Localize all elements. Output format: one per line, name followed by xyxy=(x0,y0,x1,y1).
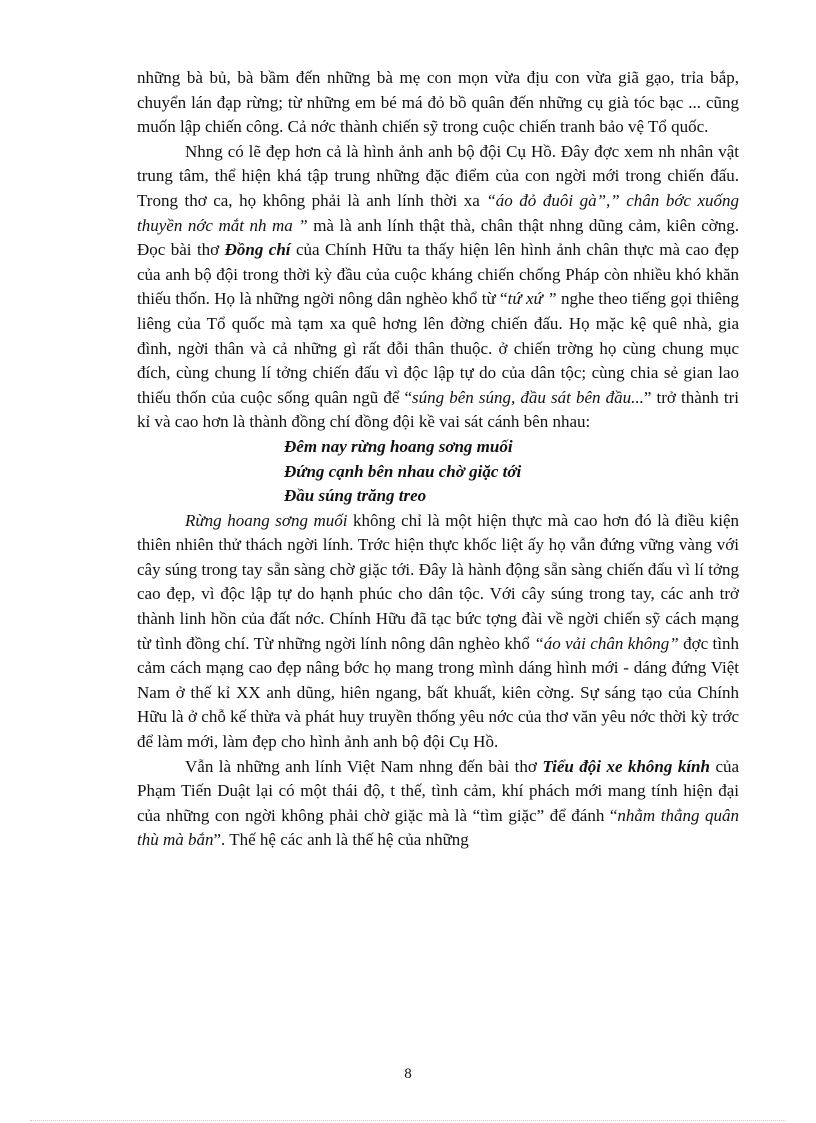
paragraph-1-text: những bà bủ, bà bầm đến những bà mẹ con mọn vừa địu con vừa giã gạo, trỉa bắp, chuyển lán đạp rừng; từ những em bé má đỏ bồ quân đến những cụ già tóc bạc ... cũng muốn lập chiến công. Cả nớc thành chiến sỹ trong cuộc chiến tranh bảo vệ Tổ quốc. xyxy=(137,68,739,137)
poem-title-dong-chi: Đồng chí xyxy=(224,240,291,260)
quote-tu-xu: tứ xứ ” xyxy=(507,289,557,309)
paragraph-2-text-5: ” trở thành tri kỉ và cao hơn là thành đồng chí đồng đội kề vai sát cánh bên nhau: xyxy=(137,387,739,432)
paragraph-2-text-3: của Chính Hữu ta thấy hiện lên hình ảnh chân thực mà cao đẹp của anh bộ đội trong thời kỳ đầu của cuộc kháng chiến chống Pháp còn nhiều khó khăn thiếu thốn. Họ là những ngời nông dân nghèo khổ từ “ xyxy=(137,240,739,309)
paragraph-2 xyxy=(137,140,739,435)
paragraph-2-text-2: mà là anh lính thật thà, chân thật nhng dũng cảm, kiên cờng. Đọc bài thơ xyxy=(137,215,739,260)
quote-ao-vai-chan-khong: “áo vải chân không” xyxy=(534,633,679,653)
paragraph-4-text-1: Vẫn là những anh lính Việt Nam nhng đến bài thơ xyxy=(185,756,537,776)
quote-nham-thang: nhằm thẳng quân thù mà bắn xyxy=(137,805,739,850)
quote-rung-hoang-suong-muoi: Rừng hoang sơng muối xyxy=(185,510,348,530)
paragraph-2-text-4: nghe theo tiếng gọi thiêng liêng của Tổ quốc mà tạm xa quê hơng lên đờng chiến đấu. Họ mặc kệ quê nhà, gia đình, ngời thân và cả những gì rất đỗi thân thuộc. ở chiến trờng họ cùng chung mục đích, cùng chung lí tởng chiến đấu vì độc lập tự do của dân tộc; cùng chia sẻ gian lao thiếu thốn của cuộc sống quân ngũ để “ xyxy=(137,289,739,407)
paragraph-3 xyxy=(137,509,739,755)
footer-divider xyxy=(30,1120,786,1121)
paragraph-2-text-1: Nhng có lẽ đẹp hơn cả là hình ảnh anh bộ đội Cụ Hồ. Đây đợc xem nh nhân vật trung tâm, thể hiện khá tập trung những đặc điểm của con ngời mới trong chiến đấu. Trong thơ ca, họ không phải là anh lính thời xa xyxy=(137,141,739,210)
paragraph-3-text-1: không chỉ là một hiện thực mà cao hơn đó là điều kiện thiên nhiên thử thách ngời lính. Trớc hiện thực khốc liệt ấy họ vẫn đứng vững vàng với cây súng trong tay sẵn sàng chờ giặc tới. Đây là hành động sẵn sàng chiến đấu vì lí tởng cao đẹp, vì độc lập tự do hạnh phúc cho dân tộc. Với cây súng trong tay, các anh trở thành linh hồn của đất nớc. Chính Hữu đã tạc bức tợng đài về ngời chiến sỹ cách mạng từ tình đồng chí. Từ những ngời lính nông dân nghèo khổ xyxy=(137,510,739,653)
paragraph-1 xyxy=(137,66,739,140)
paragraph-4 xyxy=(137,755,739,853)
quote-ao-do-duoi-ga: “áo đỏ đuôi gà”,” chân bớc xuống thuyền nớc mắt nh ma ” xyxy=(137,190,740,235)
paragraph-3-text-2: đợc tình cảm cách mạng cao đẹp nâng bớc họ mang trong mình dáng hình mới - dáng đứng Việt Nam ở thế kỉ XX anh dũng, hiên ngang, bất khuất, kiên cờng. Sự sáng tạo của Chính Hữu là ở chỗ kế thừa và phát huy truyền thống yêu nớc của thơ văn yêu nớc thời kỳ trớc để làm mới, làm đẹp cho hình ảnh anh bộ đội Cụ Hồ. xyxy=(137,633,739,752)
poem-line: Đầu súng trăng treo xyxy=(284,486,427,506)
page-number: 8 xyxy=(404,1066,412,1082)
body-text xyxy=(137,66,739,853)
paragraph-4-text-2: của Phạm Tiến Duật lại có một thái độ, t thế, tình cảm, khí phách mới mang tính hiện đại của những con ngời không phải chờ giặc mà là “tìm giặc” để đánh “ xyxy=(137,756,740,825)
poem-excerpt xyxy=(137,435,739,509)
poem-title-tieu-doi-xe: Tiểu đội xe không kính xyxy=(542,756,710,776)
poem-line: Đứng cạnh bên nhau chờ giặc tới xyxy=(284,461,522,481)
poem-line: Đêm nay rừng hoang sơng muối xyxy=(284,436,513,456)
quote-sung-ben-sung: súng bên súng, đầu sát bên đầu... xyxy=(412,387,644,407)
paragraph-4-text-3: ”. Thế hệ các anh là thế hệ của những xyxy=(213,830,469,850)
